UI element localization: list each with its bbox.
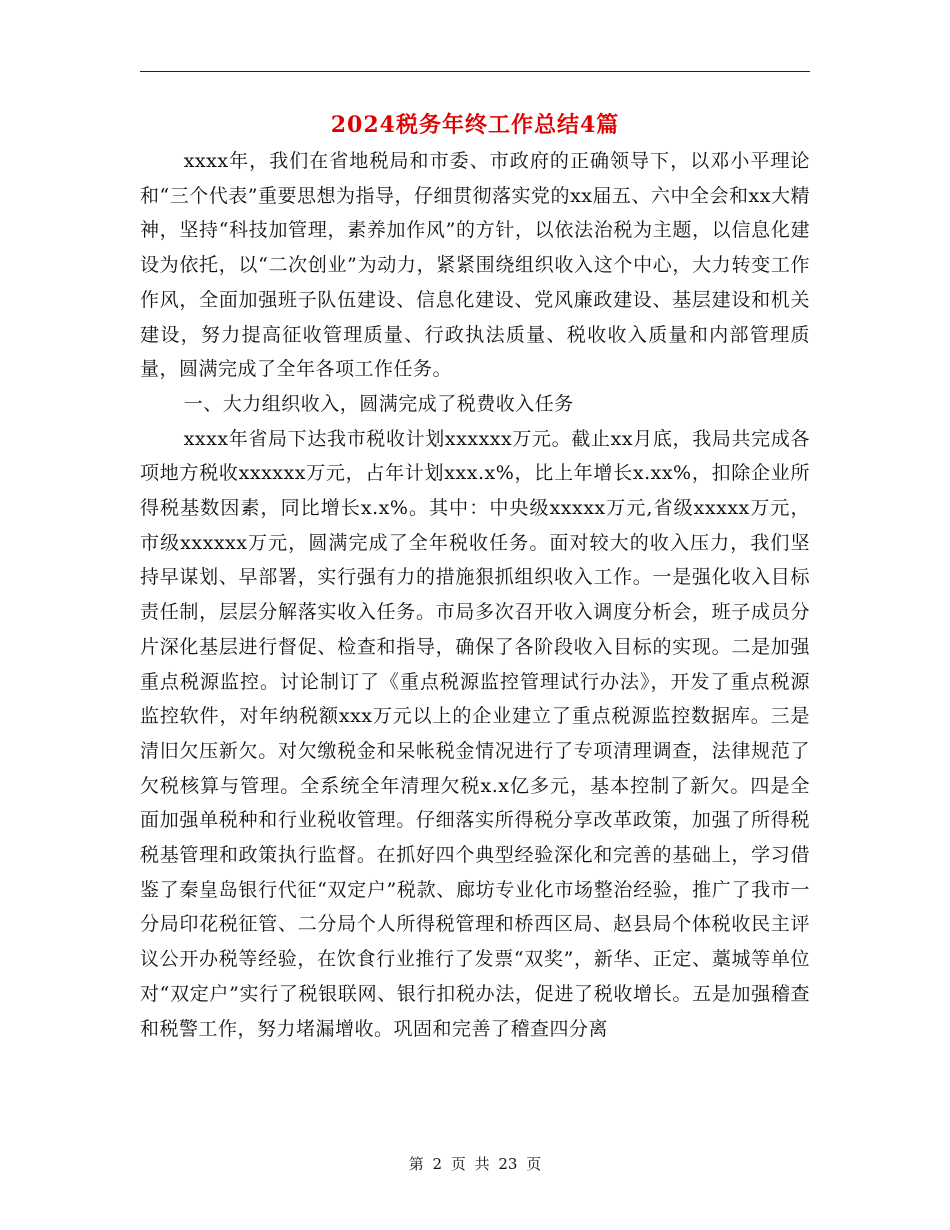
- page-number: 第 2 页 共 23 页: [408, 1155, 542, 1173]
- paragraph-intro: xxxx年，我们在省地税局和市委、市政府的正确领导下，以邓小平理论和“三个代表”重要思想为指导，仔细贯彻落实党的xx届五、六中全会和xx大精神，坚持“科技加管理，素养加作风”的方针，以依法治税为主题，以信息化建设为依托，以“二次创业”为动力，紧紧围绕组织收入这个中心，大力转变工作作风，全面加强班子队伍建设、信息化建设、党风廉政建设、基层建设和机关建设，努力提高征收管理质量、行政执法质量、税收收入质量和内部管理质量，圆满完成了全年各项工作任务。: [140, 150, 810, 381]
- section-heading-1: 一、大力组织收入，圆满完成了税费收入任务: [183, 392, 574, 415]
- document-body: [140, 144, 810, 1046]
- document-title: 2024税务年终工作总结4篇: [330, 112, 620, 138]
- paragraph-revenue: xxxx年省局下达我市税收计划xxxxxx万元。截止xx月底，我局共完成各项地方税收xxxxxx万元，占年计划xxx.x%，比上年增长x.xx%，扣除企业所得税基数因素，同比增长x.x%。其中：中央级xxxxx万元,省级xxxxx万元，市级xxxxxx万元，圆满完成了全年税收任务。面对较大的收入压力，我们坚持早谋划、早部署，实行强有力的措施狠抓组织收入工作。一是强化收入目标责任制，层层分解落实收入任务。市局多次召开收入调度分析会，班子成员分片深化基层进行督促、检查和指导，确保了各阶段收入目标的实现。二是加强重点税源监控。讨论制订了《重点税源监控管理试行办法》，开发了重点税源监控软件，对年纳税额xxx万元以上的企业建立了重点税源监控数据库。三是清旧欠压新欠。对欠缴税金和呆帐税金情况进行了专项清理调查，法律规范了欠税核算与管理。全系统全年清理欠税x.x亿多元，基本控制了新欠。四是全面加强单税种和行业税收管理。仔细落实所得税分享改革政策，加强了所得税税基管理和政策执行监督。在抓好四个典型经验深化和完善的基础上，学习借鉴了秦皇岛银行代征“双定户”税款、廊坊专业化市场整治经验，推广了我市一分局印花税征管、二分局个人所得税管理和桥西区局、赵县局个体税收民主评议公开办税等经验，在饮食行业推行了发票“双奖”，新华、正定、藁城等单位对“双定户”实行了税银联网、银行扣税办法，促进了税收增长。五是加强稽查和税警工作，努力堵漏增收。巩固和完善了稽查四分离: [140, 427, 810, 1040]
- header-rule: [140, 71, 810, 72]
